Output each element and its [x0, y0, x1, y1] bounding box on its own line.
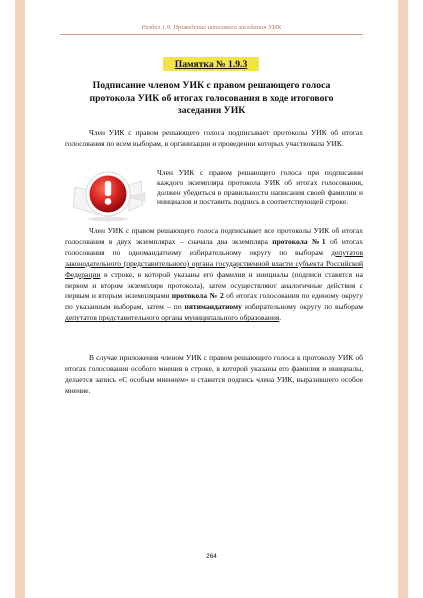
p3-text-3: в строке, в которой указаны его фамилия и инициалы (подписи ставятся на первом и втором экземпляре протокола), затем осуществляют аналогичные действия с первым и вторым экземплярами	[65, 269, 363, 301]
p3-protocol-2: протокола № 2	[171, 291, 224, 301]
p3-text-2: об итогах голосования по одномандатному избирательному округу по выборам	[65, 236, 364, 257]
exclamation-warning-icon	[69, 167, 147, 224]
p3-underline-1: депутатов законодательного (представительного) органа государственной власти субъекта Российской Федерации	[65, 247, 363, 279]
paragraph-3	[65, 226, 363, 324]
left-margin-bar	[15, 0, 25, 598]
page-number: 264	[206, 553, 217, 560]
title-line-2: протокола УИК об итогах голосования в ходе итогового	[89, 92, 334, 104]
page-title	[70, 80, 353, 118]
p3-text-6: .	[279, 313, 282, 323]
p3-five-mandate: пятимандатному	[184, 302, 242, 312]
p3-text-1: Член УИК с правом решающего голоса подписывает все протоколы УИК об итогах голосования в двух экземплярах – сначала два экземпляра	[65, 226, 363, 246]
running-header: Раздел 1.9. Проведение итогового заседания УИК	[141, 24, 282, 31]
p3-text-5: избирательному округу по выборам	[244, 302, 363, 312]
title-line-3: заседания УИК	[177, 105, 246, 116]
paragraph-1: Член УИК с правом решающего голоса подписывает протоколы УИК об итогах голосования по всем выборам, в организации и проведении которых участвовала УИК.	[65, 128, 363, 148]
p3-underline-2: депутатов представительного органа муниципального образования	[65, 313, 280, 323]
right-margin-bar	[398, 0, 408, 598]
paragraph-4: В случае приложения членом УИК с правом решающего голоса к протоколу УИК об итогах голосования особого мнения в строке, в которой указаны его фамилия и инициалы, делается запись «С особым мнением» и ставится подпись члена УИК, выразившего особое мнение.	[65, 353, 363, 395]
memo-number-badge: Памятка № 1.9.3	[163, 57, 259, 71]
header-divider	[60, 34, 363, 35]
p3-protocol-1: протокола №1	[272, 236, 326, 246]
title-line-1: Подписание членом УИК с правом решающего голоса	[92, 80, 331, 91]
p3-text-4: об итогах голосования по единому округу по указанным выборам, затем – по	[65, 291, 363, 312]
paragraph-2: Член УИК с правом решающего голоса при подписании каждого экземпляра протокола УИК об итогах голосования, должен убедиться в правильности написания своей фамилии и инициалов и поставить подпись в соответствующей строке.	[157, 168, 363, 207]
